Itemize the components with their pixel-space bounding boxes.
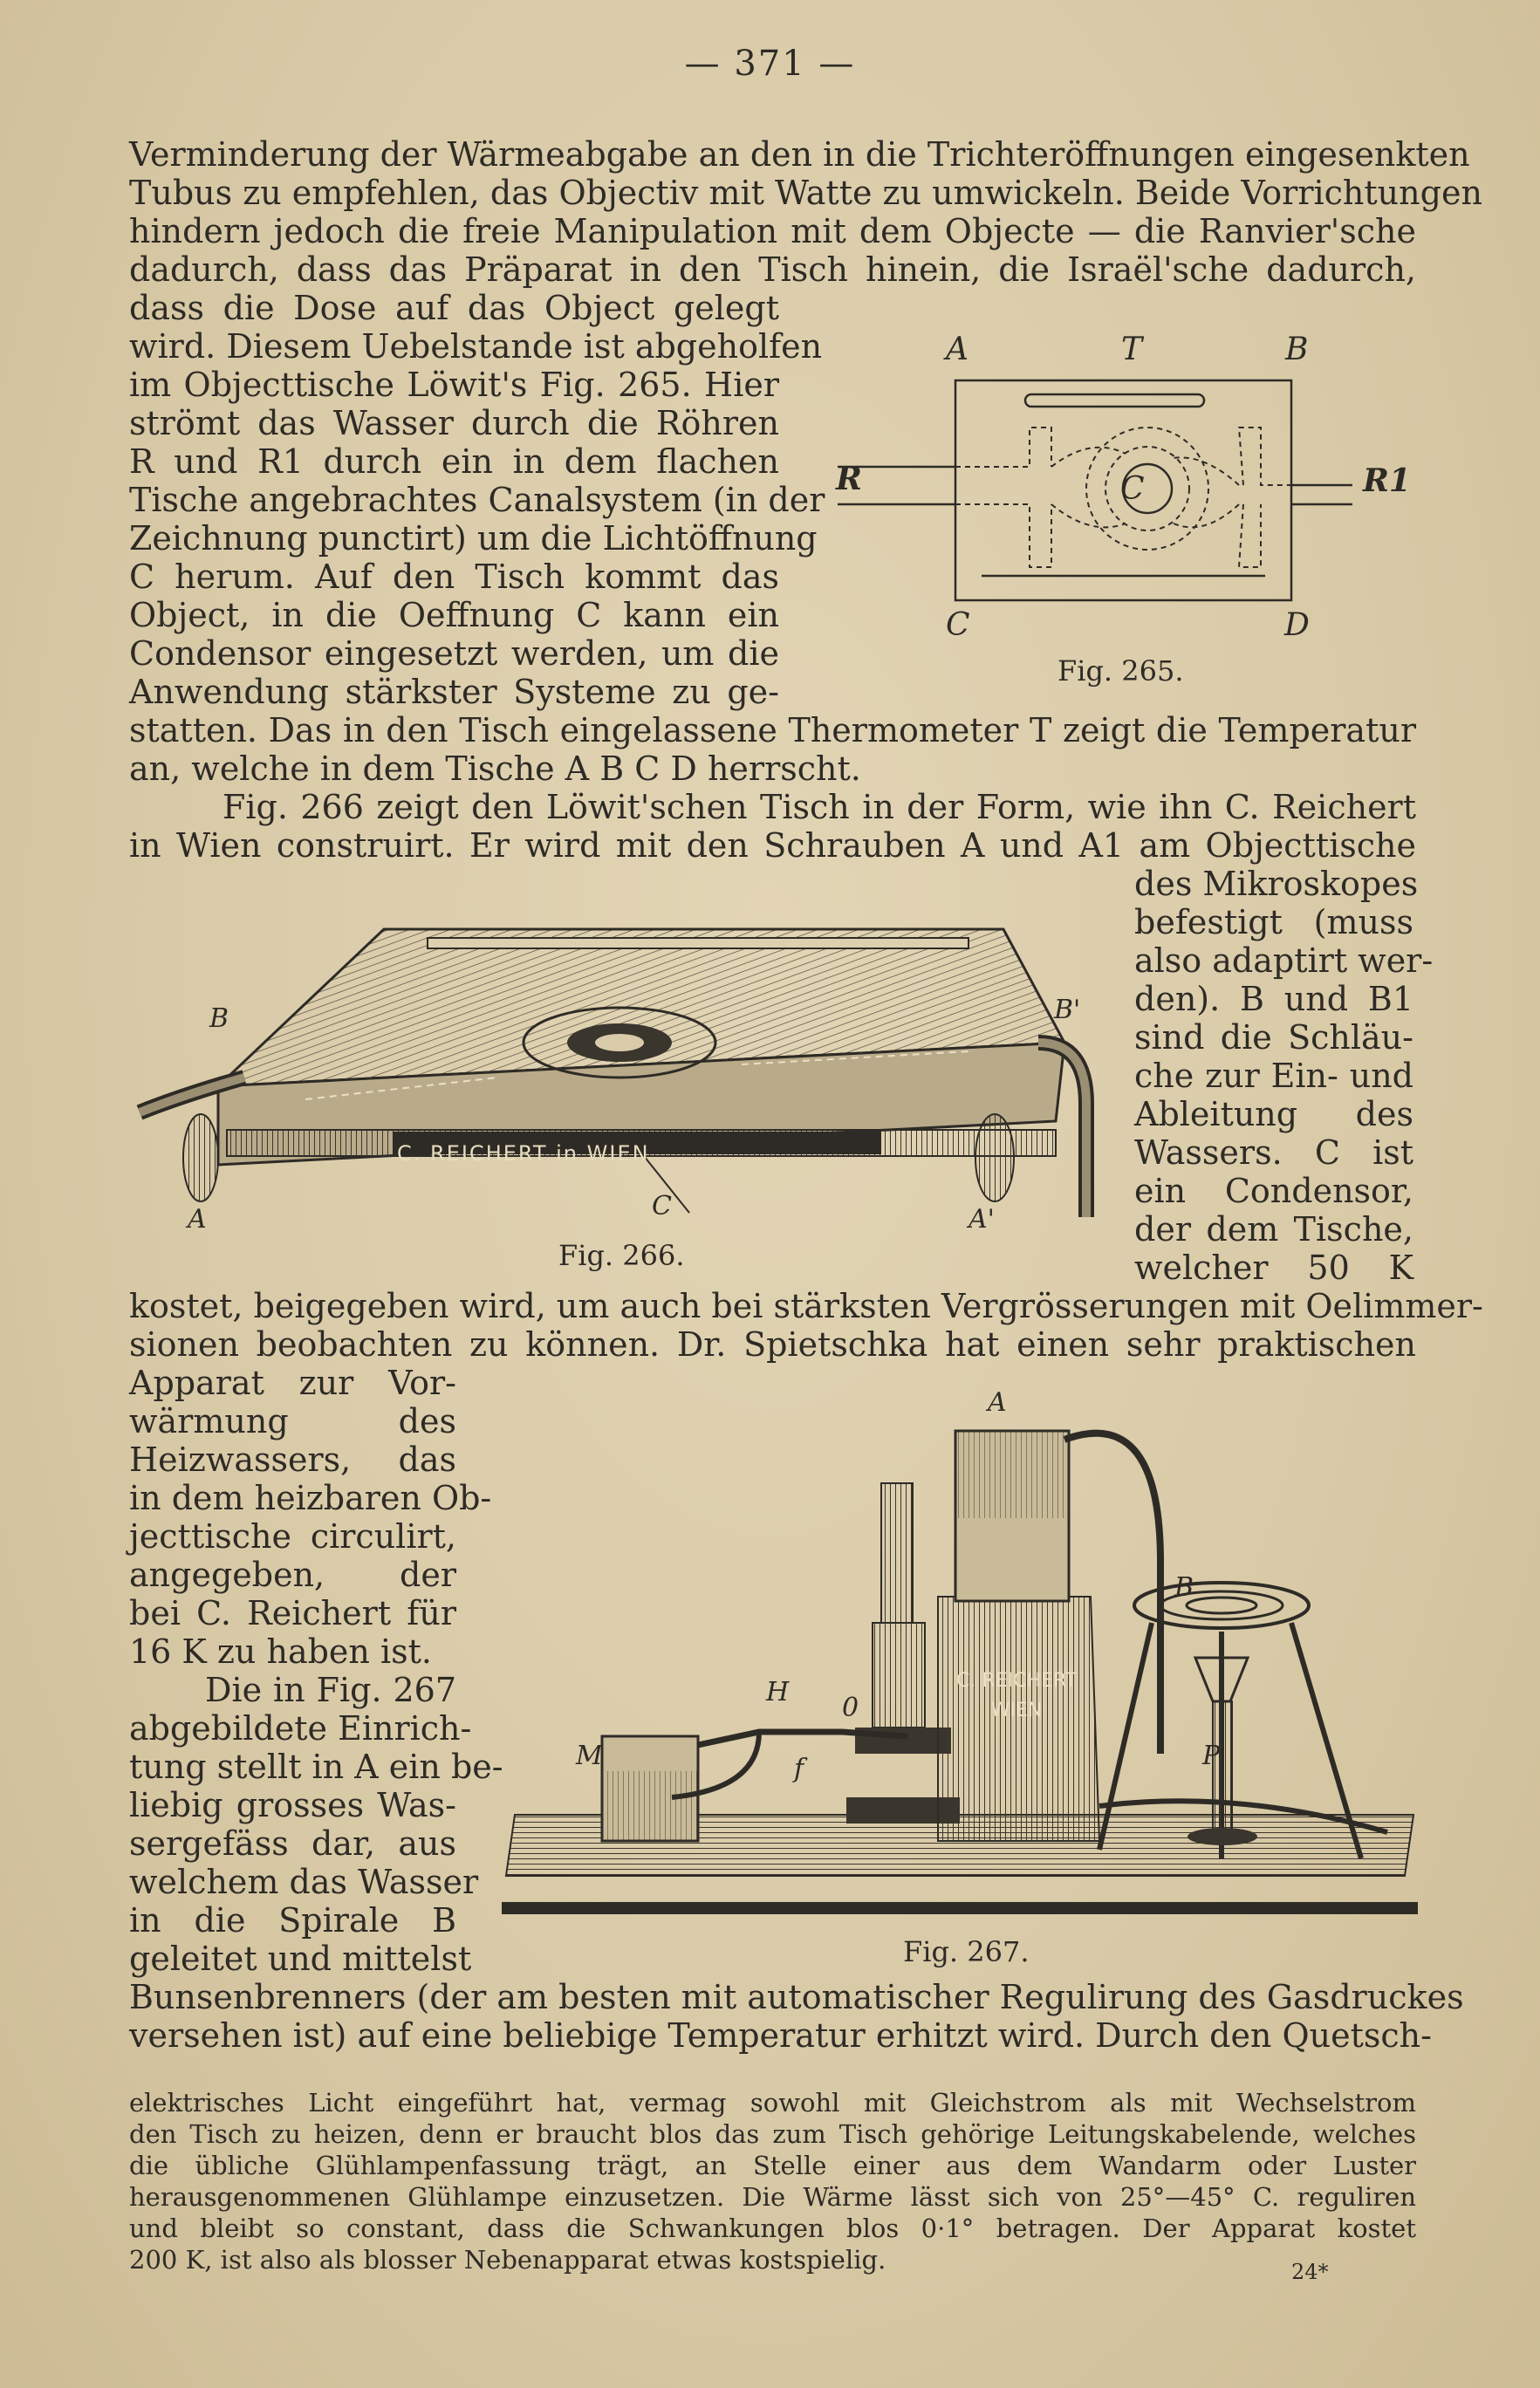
label-H: H <box>766 1677 790 1707</box>
footnote-line: elektrisches Licht eingeführt hat, vermag sowohl mit Gleichstrom als mit Wechselstrom <box>129 2088 1416 2118</box>
label-C: C <box>946 607 970 643</box>
text-line: befestigt (muss <box>1134 903 1413 941</box>
text-line: versehen ist) auf eine beliebige Temperatur erhitzt wird. Durch den Quetsch- <box>129 2016 1432 2055</box>
label-B1: B' <box>1054 995 1081 1025</box>
text-line: sionen beobachten zu können. Dr. Spietschka hat einen sehr praktischen <box>129 1325 1416 1364</box>
figure-266 <box>131 912 1104 1278</box>
label-R1: R1 <box>1363 462 1411 499</box>
text-line: also adaptirt wer- <box>1134 941 1434 980</box>
text-line: strömt das Wasser durch die Röhren <box>129 404 779 442</box>
text-line: angegeben, der <box>129 1556 456 1594</box>
label-B: B <box>1174 1572 1194 1603</box>
text-line: welchem das Wasser <box>129 1863 479 1901</box>
label-C-inner: C <box>1120 471 1145 507</box>
text-line: hindern jedoch die freie Manipulation mit dem Objecte — die Ranvier'sche <box>129 212 1416 250</box>
text-line: an, welche in dem Tische A B C D herrscht. <box>129 749 861 788</box>
text-line: wird. Diesem Uebelstande ist abgeholfen <box>129 327 823 366</box>
text-line: ein Condensor, <box>1134 1172 1413 1210</box>
text-line: Verminderung der Wärmeabgabe an den in die Trichteröffnungen eingesenkten <box>129 135 1470 174</box>
text-line: abgebildete Einrich- <box>129 1709 472 1748</box>
text-line: Tubus zu empfehlen, das Objectiv mit Watte zu umwickeln. Beide Vorrichtungen <box>129 174 1482 212</box>
text-line: liebig grosses Was- <box>129 1786 456 1824</box>
text-line: Condensor eingesetzt werden, um die <box>129 634 779 673</box>
text-line: der dem Tische, <box>1134 1210 1413 1249</box>
vessel-inscription: C. REICHERT WIEN <box>956 1670 1077 1721</box>
text-line: Wassers. C ist <box>1134 1133 1413 1172</box>
page-number: — 371 — <box>684 44 856 84</box>
label-M: M <box>576 1741 603 1771</box>
footnote-line: die übliche Glühlampenfassung trägt, an Stelle einer aus dem Wandarm oder Luster <box>129 2151 1416 2180</box>
text-line: in Wien construirt. Er wird mit den Schrauben A und A1 am Objecttische <box>129 826 1416 865</box>
label-T: T <box>1121 332 1143 367</box>
label-C: C <box>652 1191 672 1221</box>
text-line: tung stellt in A ein be- <box>129 1748 503 1786</box>
label-B: B <box>209 1003 229 1034</box>
text-line: jecttische circulirt, <box>129 1517 456 1556</box>
text-line: Ableitung des <box>1134 1095 1413 1133</box>
label-f: f <box>794 1754 804 1784</box>
text-line: che zur Ein- und <box>1134 1057 1413 1095</box>
text-line: Tische angebrachtes Canalsystem (in der <box>129 481 825 519</box>
text-line: 16 K zu haben ist. <box>129 1632 432 1671</box>
text-line: den). B und B1 <box>1134 980 1413 1018</box>
text-line: welcher 50 K <box>1134 1249 1413 1287</box>
figure-265 <box>829 332 1440 689</box>
text-line: bei C. Reichert für <box>129 1594 456 1632</box>
text-line: Zeichnung punctirt) um die Lichtöffnung <box>129 519 818 558</box>
text-line: sergefäss dar, aus <box>129 1824 456 1863</box>
footnote-line: den Tisch zu heizen, denn er braucht blos das zum Tisch gehörige Leitungskabelende, welches <box>129 2119 1416 2149</box>
footnote-line: und bleibt so constant, dass die Schwankungen blos 0·1° betragen. Der Apparat kostet <box>129 2214 1416 2243</box>
label-A: A <box>988 1387 1007 1418</box>
text-line: in dem heizbaren Ob- <box>129 1479 492 1517</box>
text-line: im Objecttische Löwit's Fig. 265. Hier <box>129 366 779 404</box>
text-line: geleitet und mittelst <box>129 1940 472 1978</box>
text-line: statten. Das in den Tisch eingelassene Thermometer T zeigt die Temperatur <box>129 711 1416 749</box>
label-R: R <box>836 461 862 497</box>
footnote-line: herausgenommenen Glühlampe einzusetzen. Die Wärme lässt sich von 25°—45° C. reguliren <box>129 2182 1416 2212</box>
label-D: D <box>1284 607 1310 643</box>
text-line: dass die Dose auf das Object gelegt <box>129 289 779 327</box>
label-O: 0 <box>842 1693 859 1723</box>
text-line: sind die Schläu- <box>1134 1018 1413 1057</box>
figure-266-caption: Fig. 266. <box>558 1239 685 1272</box>
text-line: Fig. 266 zeigt den Löwit'schen Tisch in der Form, wie ihn C. Reichert <box>222 788 1416 826</box>
text-line: C herum. Auf den Tisch kommt das <box>129 558 779 596</box>
text-line: Anwendung stärkster Systeme zu ge- <box>129 673 779 711</box>
footnote-line: 200 K, ist also als blosser Nebenapparat etwas kostspielig. <box>129 2245 886 2275</box>
text-line: R und R1 durch ein in dem flachen <box>129 442 779 481</box>
text-line: Bunsenbrenners (der am besten mit automatischer Regulirung des Gasdruckes <box>129 1978 1464 2016</box>
figure-265-caption: Fig. 265. <box>1057 654 1184 688</box>
label-A: A <box>946 332 968 367</box>
figure-267-caption: Fig. 267. <box>903 1935 1030 1968</box>
text-line: Object, in die Oeffnung C kann ein <box>129 596 779 634</box>
text-line: dadurch, dass das Präparat in den Tisch hinein, die Israël'sche dadurch, <box>129 250 1416 289</box>
text-line: wärmung des <box>129 1402 456 1440</box>
text-line: in die Spirale B <box>129 1901 456 1940</box>
figure-266-drawing <box>131 912 1104 1243</box>
signature-mark: 24* <box>1291 2260 1329 2284</box>
text-line: Heizwassers, das <box>129 1440 456 1479</box>
figure-267 <box>497 1387 1418 1981</box>
plate-inscription: C. REICHERT in WIEN <box>397 1141 650 1166</box>
text-line: kostet, beigegeben wird, um auch bei stärksten Vergrösserungen mit Oelimmer- <box>129 1287 1483 1325</box>
figure-267-drawing <box>497 1387 1418 1928</box>
text-line: des Mikroskopes <box>1134 865 1419 903</box>
label-A1: A' <box>968 1204 995 1235</box>
text-line: Apparat zur Vor- <box>129 1364 456 1402</box>
text-line: Die in Fig. 267 <box>205 1671 456 1709</box>
label-P: P <box>1202 1741 1221 1771</box>
label-B: B <box>1285 332 1309 367</box>
label-A: A <box>188 1204 207 1235</box>
